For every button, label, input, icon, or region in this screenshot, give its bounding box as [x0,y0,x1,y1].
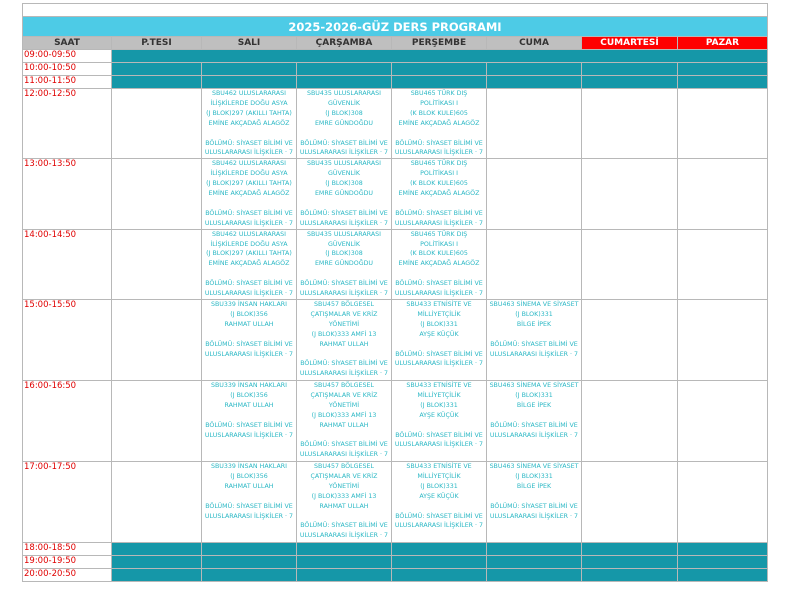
course-room: (J BLOK)333 AMFİ 13 [311,411,377,419]
course-department: BÖLÜMÜ: SİYASET BİLİMİ VE [300,441,388,449]
course-instructor: EMRE GÜNDOĞDU [314,119,374,127]
schedule-sheet [22,3,768,582]
course-cell-sbu457[interactable] [297,299,392,380]
table-row [23,159,768,229]
empty-slot [112,76,202,89]
header-row [23,37,768,50]
empty-slot [678,159,768,229]
empty-slot [582,568,678,581]
course-cell-sbu339[interactable] [202,299,297,380]
course-department: BÖLÜMÜ: SİYASET BİLİMİ VE [300,209,388,217]
course-department: BÖLÜMÜ: SİYASET BİLİMİ VE [395,139,483,147]
empty-slot [202,555,297,568]
empty-slot [297,555,392,568]
course-department: BÖLÜMÜ: SİYASET BİLİMİ VE [300,522,388,530]
empty-slot [678,542,768,555]
empty-slot [112,380,202,461]
empty-slot [678,380,768,461]
table-row [23,555,768,568]
course-department: BÖLÜMÜ: SİYASET BİLİMİ VE [205,139,293,147]
course-department: BÖLÜMÜ: SİYASET BİLİMİ VE [205,280,293,288]
time-slot: 16:00-16:50 [23,380,112,461]
course-department: BÖLÜMÜ: SİYASET BİLİMİ VE [205,340,293,348]
course-name: ÇATIŞMALAR VE KRİZ [310,310,378,318]
course-department: BÖLÜMÜ: SİYASET BİLİMİ VE [395,512,483,520]
empty-slot [297,542,392,555]
course-department: ULUSLARARASI İLİŞKİLER · 7 [204,219,294,227]
empty-slot [582,461,678,542]
course-department: BÖLÜMÜ: SİYASET BİLİMİ VE [395,350,483,358]
time-slot: 09:00-09:50 [23,50,112,63]
header-cumartesi: CUMARTESİ [582,37,678,50]
course-cell-sbu339[interactable] [202,461,297,542]
empty-slot [392,76,487,89]
course-room: (J BLOK)297 (AKILLI TAHTA) [206,250,292,258]
course-instructor: RAHMAT ULLAH [224,401,274,409]
course-name: POLİTİKASI I [420,170,458,178]
course-code: SBU465 TÜRK DIŞ [410,230,468,238]
empty-slot [112,555,202,568]
course-department: ULUSLARARASI İLİŞKİLER · 7 [204,431,294,439]
empty-slot [112,63,202,76]
course-instructor: BİLGE İPEK [516,482,552,490]
course-department: ULUSLARARASI İLİŞKİLER · 7 [299,370,389,378]
course-name: YÖNETİMİ [328,482,360,490]
empty-slot [678,89,768,159]
time-slot: 17:00-17:50 [23,461,112,542]
time-slot: 14:00-14:50 [23,229,112,299]
course-department: ULUSLARARASI İLİŞKİLER · 7 [394,441,484,449]
course-name: GÜVENLİK [328,99,360,107]
course-department: ULUSLARARASI İLİŞKİLER · 7 [299,149,389,157]
empty-slot [582,380,678,461]
course-room: (J BLOK)333 AMFİ 13 [311,330,377,338]
course-cell-sbu465[interactable] [392,229,487,299]
empty-slot [487,159,582,229]
empty-slot [297,76,392,89]
empty-slot [487,76,582,89]
course-code: SBU463 SİNEMA VE SİYASET [489,381,579,389]
empty-slot [112,542,202,555]
course-name: İLİŞKİLERDE DOĞU ASYA [210,99,288,107]
course-department: ULUSLARARASI İLİŞKİLER · 7 [299,290,389,298]
empty-slot-band [112,50,768,63]
table-row [23,461,768,542]
course-department: ULUSLARARASI İLİŞKİLER · 7 [204,512,294,520]
course-name: ÇATIŞMALAR VE KRİZ [310,391,378,399]
empty-slot [487,63,582,76]
page-title: 2025-2026-GÜZ DERS PROGRAMI [23,17,768,37]
course-instructor: AYŞE KÜÇÜK [419,411,459,419]
table-row [23,229,768,299]
course-cell-sbu463[interactable] [487,461,582,542]
table-row [23,299,768,380]
course-instructor: RAHMAT ULLAH [224,320,274,328]
course-cell-sbu435[interactable] [297,89,392,159]
empty-slot [678,76,768,89]
course-room: (J BLOK)331 [515,310,553,318]
table-row [23,568,768,581]
course-cell-sbu462[interactable] [202,159,297,229]
course-cell-sbu462[interactable] [202,89,297,159]
table-row [23,50,768,63]
empty-slot [112,89,202,159]
empty-slot [487,89,582,159]
course-code: SBU339 İNSAN HAKLARI [210,300,287,308]
time-slot: 12:00-12:50 [23,89,112,159]
empty-slot [202,63,297,76]
course-cell-sbu463[interactable] [487,380,582,461]
course-code: SBU462 ULUSLARARASI [211,230,287,238]
course-name: MİLLİYETÇİLİK [417,472,461,480]
empty-slot [202,76,297,89]
course-code: SBU457 BÖLGESEL [314,381,374,389]
table-row [23,542,768,555]
course-department: BÖLÜMÜ: SİYASET BİLİMİ VE [490,421,578,429]
empty-slot [582,76,678,89]
course-instructor: BİLGE İPEK [516,401,552,409]
course-department: ULUSLARARASI İLİŞKİLER · 7 [299,532,389,540]
course-code: SBU435 ULUSLARARASI [306,230,382,238]
course-cell-sbu462[interactable] [202,229,297,299]
course-code: SBU339 İNSAN HAKLARI [210,462,287,470]
course-instructor: EMİNE AKÇADAĞ ALAGÖZ [398,119,480,127]
empty-slot [582,555,678,568]
empty-slot [112,229,202,299]
course-code: SBU465 TÜRK DIŞ [410,160,468,168]
course-code: SBU457 BÖLGESEL [314,462,374,470]
empty-slot [678,555,768,568]
empty-slot [297,568,392,581]
course-room: (J BLOK)331 [420,320,458,328]
table-row [23,380,768,461]
time-slot: 15:00-15:50 [23,299,112,380]
course-cell-sbu463[interactable] [487,299,582,380]
empty-slot [678,63,768,76]
empty-slot [678,568,768,581]
course-instructor: AYŞE KÜÇÜK [419,330,459,338]
course-code: SBU457 BÖLGESEL [314,300,374,308]
course-code: SBU462 ULUSLARARASI [211,160,287,168]
course-department: BÖLÜMÜ: SİYASET BİLİMİ VE [300,280,388,288]
course-instructor: EMİNE AKÇADAĞ ALAGÖZ [398,190,480,198]
empty-slot [392,63,487,76]
course-instructor: EMİNE AKÇADAĞ ALAGÖZ [208,260,290,268]
course-cell-sbu339[interactable] [202,380,297,461]
course-instructor: EMİNE AKÇADAĞ ALAGÖZ [208,119,290,127]
course-cell-sbu435[interactable] [297,229,392,299]
course-department: ULUSLARARASI İLİŞKİLER · 7 [394,149,484,157]
blank-top-row [23,4,768,17]
course-cell-sbu457[interactable] [297,380,392,461]
header-ptesi: P.TESI [112,37,202,50]
course-room: (J BLOK)356 [230,472,268,480]
course-name: MİLLİYETÇİLİK [417,391,461,399]
course-name: ÇATIŞMALAR VE KRİZ [310,472,378,480]
time-slot: 11:00-11:50 [23,76,112,89]
course-name: GÜVENLİK [328,240,360,248]
course-code: SBU339 İNSAN HAKLARI [210,381,287,389]
course-instructor: EMİNE AKÇADAĞ ALAGÖZ [398,260,480,268]
time-slot: 13:00-13:50 [23,159,112,229]
time-slot: 20:00-20:50 [23,568,112,581]
course-department: ULUSLARARASI İLİŞKİLER · 7 [489,431,579,439]
course-room: (J BLOK)308 [325,180,363,188]
empty-slot [112,299,202,380]
course-code: SBU463 SİNEMA VE SİYASET [489,462,579,470]
course-room: (J BLOK)297 (AKILLI TAHTA) [206,180,292,188]
empty-slot [582,229,678,299]
course-department: ULUSLARARASI İLİŞKİLER · 7 [394,219,484,227]
course-cell-sbu433[interactable] [392,461,487,542]
course-name: YÖNETİMİ [328,320,360,328]
empty-slot [487,555,582,568]
course-name: İLİŞKİLERDE DOĞU ASYA [210,240,288,248]
course-department: BÖLÜMÜ: SİYASET BİLİMİ VE [490,502,578,510]
course-name: İLİŞKİLERDE DOĞU ASYA [210,170,288,178]
course-department: ULUSLARARASI İLİŞKİLER · 7 [394,290,484,298]
course-department: BÖLÜMÜ: SİYASET BİLİMİ VE [300,360,388,368]
empty-slot [392,568,487,581]
table-row [23,89,768,159]
course-instructor: EMRE GÜNDOĞDU [314,260,374,268]
course-cell-sbu433[interactable] [392,299,487,380]
course-instructor: RAHMAT ULLAH [319,502,369,510]
course-room: (J BLOK)331 [420,401,458,409]
header-sali: SALI [202,37,297,50]
course-department: BÖLÜMÜ: SİYASET BİLİMİ VE [395,209,483,217]
course-room: (J BLOK)356 [230,310,268,318]
schedule-table [22,3,768,582]
course-instructor: RAHMAT ULLAH [319,340,369,348]
empty-slot [202,568,297,581]
empty-slot [678,461,768,542]
course-room: (J BLOK)331 [420,482,458,490]
course-name: YÖNETİMİ [328,401,360,409]
course-department: ULUSLARARASI İLİŞKİLER · 7 [204,350,294,358]
course-code: SBU462 ULUSLARARASI [211,90,287,97]
course-name: POLİTİKASI I [420,240,458,248]
header-cuma: CUMA [487,37,582,50]
empty-slot [582,159,678,229]
course-instructor: EMRE GÜNDOĞDU [314,190,374,198]
course-code: SBU435 ULUSLARARASI [306,90,382,97]
course-room: (J BLOK)333 AMFİ 13 [311,492,377,500]
course-department: BÖLÜMÜ: SİYASET BİLİMİ VE [395,431,483,439]
course-room: (J BLOK)297 (AKILLI TAHTA) [206,109,292,117]
table-row [23,76,768,89]
empty-slot [582,89,678,159]
course-instructor: RAHMAT ULLAH [319,421,369,429]
course-room: (J BLOK)331 [515,472,553,480]
course-department: ULUSLARARASI İLİŞKİLER · 7 [394,522,484,530]
empty-slot [112,159,202,229]
header-carsamba: ÇARŞAMBA [297,37,392,50]
empty-slot [487,568,582,581]
course-department: BÖLÜMÜ: SİYASET BİLİMİ VE [300,139,388,147]
course-department: BÖLÜMÜ: SİYASET BİLİMİ VE [205,421,293,429]
empty-slot [487,229,582,299]
course-cell-sbu435[interactable] [297,159,392,229]
course-room: (J BLOK)308 [325,250,363,258]
course-name: POLİTİKASI I [420,99,458,107]
empty-slot [582,299,678,380]
course-cell-sbu457[interactable] [297,461,392,542]
course-department: BÖLÜMÜ: SİYASET BİLİMİ VE [490,340,578,348]
course-room: (J BLOK)308 [325,109,363,117]
course-room: (J BLOK)356 [230,391,268,399]
time-slot: 19:00-19:50 [23,555,112,568]
course-department: ULUSLARARASI İLİŞKİLER · 7 [394,360,484,368]
empty-slot [582,542,678,555]
course-code: SBU433 ETNİSİTE VE [406,462,472,470]
course-department: ULUSLARARASI İLİŞKİLER · 7 [204,149,294,157]
course-department: ULUSLARARASI İLİŞKİLER · 7 [489,350,579,358]
course-department: ULUSLARARASI İLİŞKİLER · 7 [299,219,389,227]
course-code: SBU433 ETNİSİTE VE [406,300,472,308]
empty-slot [112,568,202,581]
course-room: (K BLOK KULE)605 [410,250,468,258]
course-code: SBU435 ULUSLARARASI [306,160,382,168]
course-code: SBU463 SİNEMA VE SİYASET [489,300,579,308]
course-instructor: BİLGE İPEK [516,320,552,328]
course-name: MİLLİYETÇİLİK [417,310,461,318]
title-row [23,17,768,37]
course-cell-sbu433[interactable] [392,380,487,461]
course-department: ULUSLARARASI İLİŞKİLER · 7 [489,512,579,520]
header-pazar: PAZAR [678,37,768,50]
header-saat: SAAT [23,37,112,50]
empty-slot [297,63,392,76]
course-cell-sbu465[interactable] [392,89,487,159]
course-room: (J BLOK)331 [515,391,553,399]
course-instructor: AYŞE KÜÇÜK [419,492,459,500]
course-room: (K BLOK KULE)605 [410,180,468,188]
course-department: BÖLÜMÜ: SİYASET BİLİMİ VE [395,280,483,288]
time-slot: 10:00-10:50 [23,63,112,76]
course-code: SBU465 TÜRK DIŞ [410,90,468,97]
empty-slot [112,461,202,542]
course-name: GÜVENLİK [328,170,360,178]
course-instructor: EMİNE AKÇADAĞ ALAGÖZ [208,190,290,198]
course-department: ULUSLARARASI İLİŞKİLER · 7 [299,451,389,459]
course-cell-sbu465[interactable] [392,159,487,229]
course-code: SBU433 ETNİSİTE VE [406,381,472,389]
empty-slot [582,63,678,76]
empty-slot [487,542,582,555]
empty-slot [392,555,487,568]
empty-slot [678,299,768,380]
course-instructor: RAHMAT ULLAH [224,482,274,490]
header-persembe: PERŞEMBE [392,37,487,50]
empty-slot [678,229,768,299]
course-department: BÖLÜMÜ: SİYASET BİLİMİ VE [205,209,293,217]
course-department: ULUSLARARASI İLİŞKİLER · 7 [204,290,294,298]
empty-slot [392,542,487,555]
time-slot: 18:00-18:50 [23,542,112,555]
course-room: (K BLOK KULE)605 [410,109,468,117]
table-row [23,63,768,76]
empty-slot [202,542,297,555]
course-department: BÖLÜMÜ: SİYASET BİLİMİ VE [205,502,293,510]
